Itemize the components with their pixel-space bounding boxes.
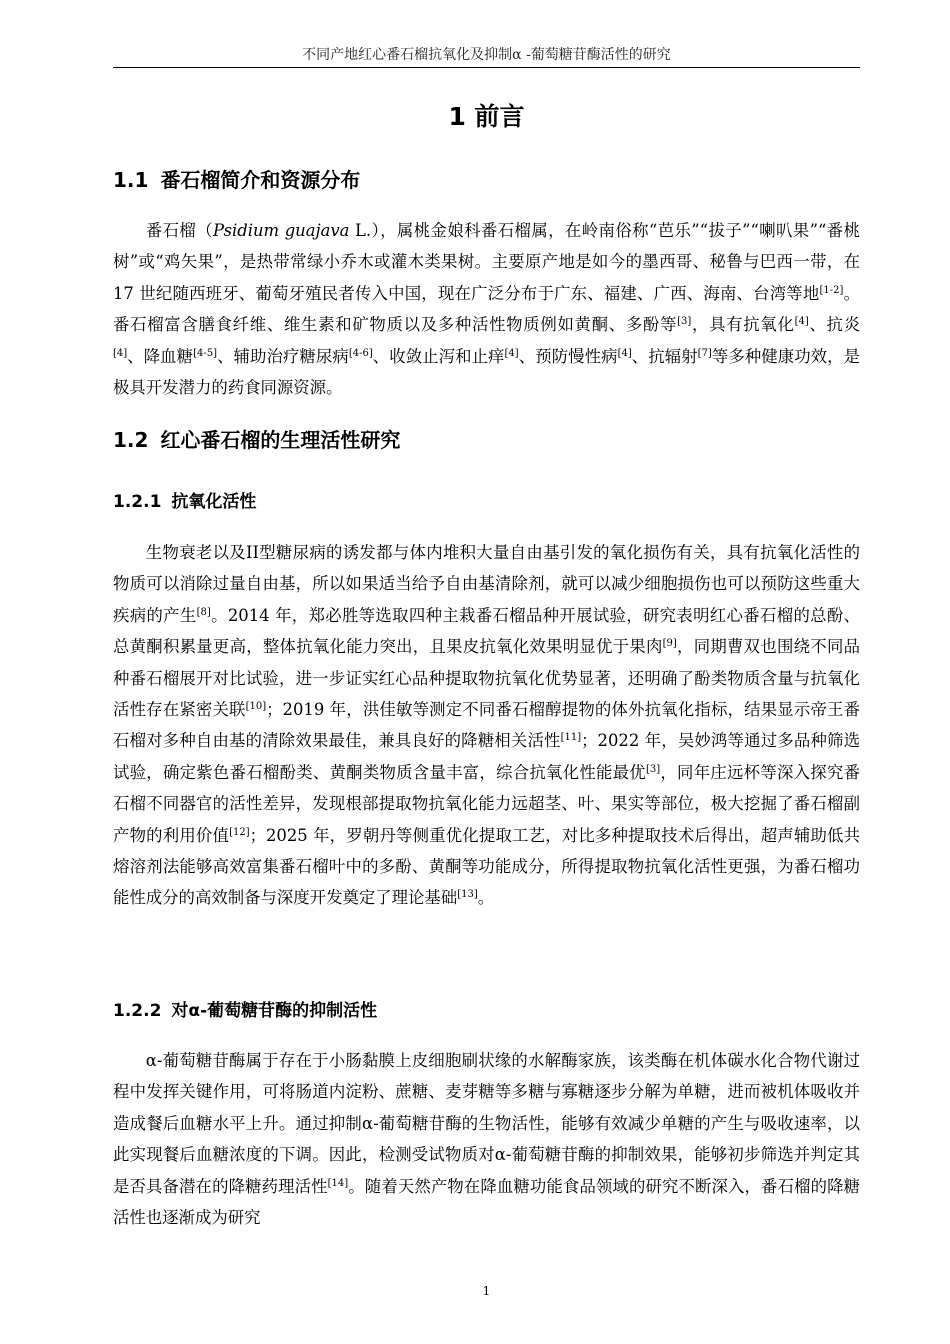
citation-ref: [14] <box>327 1177 349 1189</box>
running-header: 不同产地红心番石榴抗氧化及抑制α -葡萄糖苷酶活性的研究 <box>302 47 671 63</box>
citation-ref: [12] <box>229 826 250 838</box>
paragraph-1-2-1 <box>113 537 860 914</box>
citation-ref: [1-2] <box>819 284 844 296</box>
subsection-title: 对α-葡萄糖苷酶的抑制活性 <box>171 1001 378 1021</box>
citation-ref: [10] <box>245 701 267 713</box>
citation-ref: [4] <box>794 316 809 328</box>
text-run: 生物衰老以及II型糖尿病的诱发都与体内堆积大量自由基引发的氧化损伤有关，具有抗氧化活性的物质可以消除过量自由基，所以如果适当给予自由基清除剂，就可以减少细胞损伤也可以预防这些重大疾病的产生 <box>113 543 860 625</box>
section-title: 番石榴简介和资源分布 <box>160 168 361 192</box>
paragraph-1-2-2 <box>113 1045 860 1233</box>
section-heading-1-1 <box>113 164 860 196</box>
subsection-number: 1.2.2 <box>113 1001 162 1021</box>
text-run: ；2025 年，罗朝丹等侧重优化提取工艺，对比多种提取技术后得出，超声辅助低共熔溶剂法能够高效富集番石榴叶中的多酚、黄酮等功能成分，所得提取物抗氧化活性更强，为番石榴功能性成分的高效制备与深度开发奠定了理论基础 <box>113 825 861 908</box>
text-run: 。随着天然产物在降血糖功能食品领域的研究不断深入，番石榴的降糖活性也逐渐成为研究 <box>113 1176 861 1228</box>
text-run: 等多种健康功效，是极具开发潜力的药食同源资源。 <box>113 346 861 398</box>
citation-ref: [4] <box>504 347 519 359</box>
citation-ref: [3] <box>645 763 661 775</box>
text-run: ；2022 年，吴妙鸿等通过多品种筛选试验，确定紫色番石榴酚类、黄酮类物质含量丰富，综合抗氧化性能最优 <box>113 731 860 782</box>
italic-text: Psidium guajava <box>213 221 350 240</box>
citation-ref: [11] <box>560 732 582 744</box>
page-number: 1 <box>482 1284 491 1298</box>
text-run: 、抗辐射 <box>631 346 698 366</box>
text-run: 、降血糖 <box>127 346 194 366</box>
text-run: 、预防慢性病 <box>518 346 618 366</box>
subsection-number: 1.2.1 <box>113 492 162 512</box>
text-run: 。 <box>477 888 495 908</box>
citation-ref: [4] <box>113 347 128 359</box>
citation-ref: [13] <box>457 889 478 901</box>
subsection-heading-1-2-2 <box>113 997 860 1025</box>
text-run: ，具有抗氧化 <box>691 315 795 335</box>
text-run: 、收敛止泻和止痒 <box>372 346 505 366</box>
citation-ref: [7] <box>697 347 712 359</box>
chapter-title: 1 前言 <box>448 102 525 131</box>
text-run: 番石榴（ <box>145 221 213 240</box>
text-run: 。2014 年，郑必胜等选取四种主栽番石榴品种开展试验，研究表明红心番石榴的总酚、总黄酮积累量更高，整体抗氧化能力突出，且果皮抗氧化效果明显优于果肉 <box>113 605 861 657</box>
text-run: ，同年庄远杯等深入探究番石榴不同器官的活性差异，发现根部提取物抗氧化能力远超茎、叶、果实等部位，极大挖掘了番石榴副产物的利用价值 <box>113 762 861 845</box>
citation-ref: [8] <box>196 606 211 618</box>
citation-ref: [4-5] <box>193 347 218 359</box>
citation-ref: [4-6] <box>348 347 373 359</box>
header-rule <box>113 67 860 68</box>
paragraph-1-1 <box>113 215 860 403</box>
section-number: 1.1 <box>113 168 149 192</box>
text-run: L.），属桃金娘科番石榴属，在岭南俗称“芭乐”“拔子”“喇叭果”“番桃树”或“鸡矢果”，是热带常绿小乔木或灌木类果树。主要原产地是如今的墨西哥、秘鲁与巴西一带，在 17 世纪随西班牙、葡萄牙殖民者传入中国，现在广泛分布于广东、福建、广西、海南、台湾等地 <box>113 221 860 303</box>
section-number: 1.2 <box>113 428 149 452</box>
text-run: ；2019 年，洪佳敏等测定不同番石榴醇提物的体外抗氧化指标，结果显示帝王番石榴对多种自由基的清除效果最佳，兼具良好的降糖相关活性 <box>113 700 861 751</box>
citation-ref: [9] <box>662 638 677 650</box>
text-run: 、辅助治疗糖尿病 <box>217 346 349 366</box>
text-run: ，同期曹双也围绕不同品种番石榴展开对比试验，进一步证实红心品种提取物抗氧化优势显著，还明确了酚类物质含量与抗氧化活性存在紧密关联 <box>113 637 861 720</box>
subsection-heading-1-2-1 <box>113 488 860 516</box>
citation-ref: [3] <box>677 316 692 328</box>
text-run: 。番石榴富含膳食纤维、维生素和矿物质以及多种活性物质例如黄酮、多酚等 <box>113 283 860 335</box>
section-title: 红心番石榴的生理活性研究 <box>160 428 401 452</box>
text-run: α-葡萄糖苷酶属于存在于小肠黏膜上皮细胞刷状缘的水解酶家族，该类酶在机体碳水化合物代谢过程中发挥关键作用，可将肠道内淀粉、蔗糖、麦芽糖等多糖与寡糖逐步分解为单糖，进而被机体吸收并造成餐后血糖水平上升。通过抑制α-葡萄糖苷酶的生物活性，能够有效减少单糖的产生与吸收速率，以此实现餐后血糖浓度的下调。因此，检测受试物质对α-葡萄糖苷酶的抑制效果，能够初步筛选并判定其是否具备潜在的降糖药理活性 <box>113 1051 860 1196</box>
citation-ref: [4] <box>617 347 632 359</box>
text-run: 、抗炎 <box>808 315 861 335</box>
subsection-title: 抗氧化活性 <box>171 492 257 512</box>
section-heading-1-2 <box>113 424 860 456</box>
